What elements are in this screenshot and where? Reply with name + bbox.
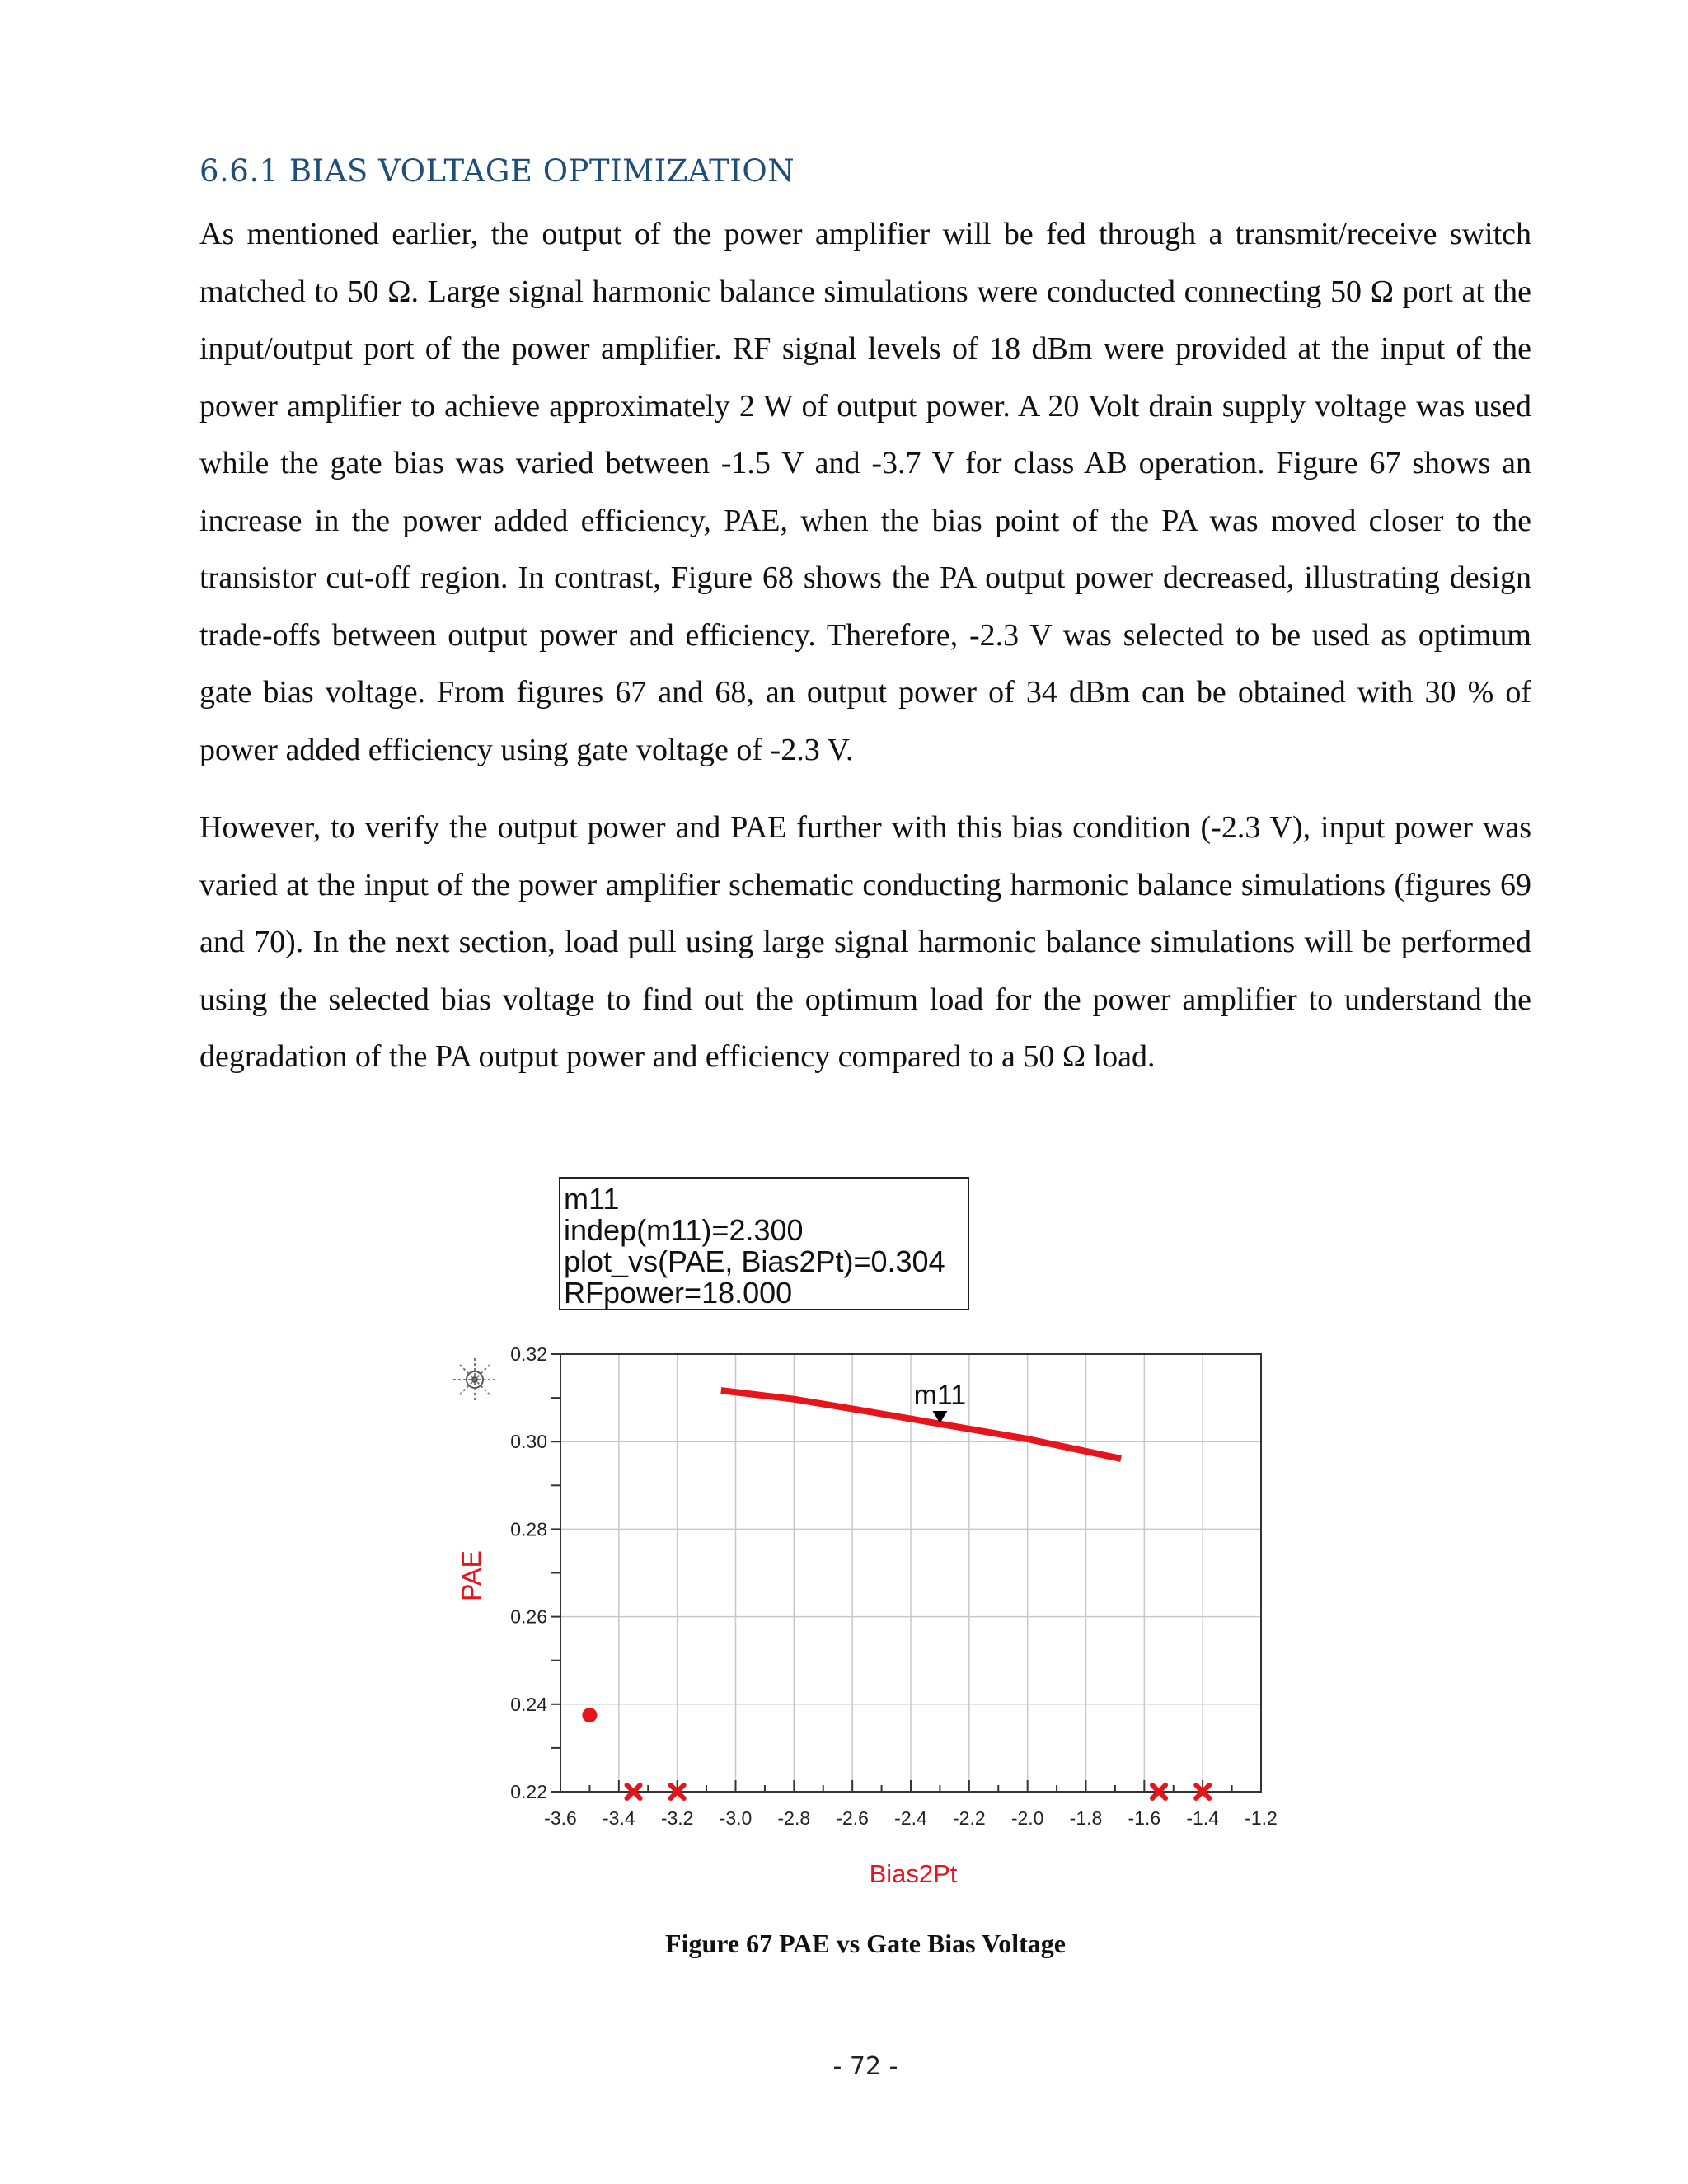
marker-rfpower: RFpower=18.000 (564, 1276, 793, 1310)
isolated-data-point (582, 1708, 597, 1722)
settings-icon (453, 1358, 496, 1401)
marker-readout-box (559, 1177, 969, 1310)
x-tick-label: -2.0 (1010, 1807, 1044, 1829)
x-tick-label: -3.2 (660, 1807, 694, 1829)
x-tick-label: -2.4 (894, 1807, 927, 1829)
marker-name: m11 (564, 1182, 620, 1216)
x-axis-label: Bias2Pt (869, 1859, 958, 1888)
marker-m11-label: m11 (913, 1379, 967, 1411)
x-tick-label: -2.2 (953, 1807, 986, 1829)
x-tick-label: -1.4 (1186, 1807, 1219, 1829)
x-tick-label: -3.4 (603, 1807, 635, 1829)
section-heading: 6.6.1 BIAS VOLTAGE OPTIMIZATION (199, 153, 795, 189)
y-axis-label: PAE (457, 1550, 486, 1601)
x-tick-label: -3.6 (544, 1807, 577, 1829)
paragraph-1: As mentioned earlier, the output of the power amplifier will be fed through a transmit/receive switch matched to 50 Ω. Large signal harmonic balance simulations were conducted connecting 50 Ω port at the input/output port of the power amplifier. RF signal levels of 18 dBm were provided at the input of the power amplifier to achieve approximately 2 W of output power. A 20 Volt drain supply voltage was used while the gate bias was varied between -1.5 V and -3.7 V for class AB operation. Figure 67 shows an increase in the power added efficiency, PAE, when the bias point of the PA was moved closer to the transistor cut-off region. In contrast, Figure 68 shows the PA output power decreased, illustrating design trade-offs between output power and efficiency. Therefore, -2.3 V was selected to be used as optimum gate bias voltage. From figures 67 and 68, an output power of 34 dBm can be obtained with 30 % of power added efficiency using gate voltage of -2.3 V. (199, 217, 1531, 767)
y-tick-label: 0.22 (510, 1781, 547, 1802)
y-tick-label: 0.24 (510, 1693, 547, 1715)
marker-value: plot_vs(PAE, Bias2Pt)=0.304 (564, 1244, 945, 1278)
x-tick-label: -2.6 (836, 1807, 869, 1829)
y-tick-label: 0.28 (510, 1518, 547, 1540)
y-tick-label: 0.30 (510, 1431, 547, 1453)
x-tick-label: -1.6 (1128, 1807, 1161, 1829)
x-tick-label: -3.0 (719, 1807, 753, 1829)
y-tick-label: 0.26 (510, 1605, 547, 1628)
data-layer (582, 1380, 1209, 1798)
marker-indep: indep(m11)=2.300 (564, 1213, 804, 1247)
x-tick-label: -1.8 (1069, 1807, 1103, 1829)
x-tick-label: -2.8 (777, 1807, 811, 1829)
paragraph-2: However, to verify the output power and PAE further with this bias condition (-2.3 V), input power was varied at the input of the power amplifier schematic conducting harmonic balance simulations (figures 69 and 70). In the next section, load pull using large signal harmonic balance simulations will be performed using the selected bias voltage to find out the optimum load for the power amplifier to understand the degradation of the PA output power and efficiency compared to a 50 Ω load. (199, 810, 1531, 1074)
figure-caption: Figure 67 PAE vs Gate Bias Voltage (665, 1929, 1066, 1958)
page-number: - 72 - (832, 2052, 898, 2081)
x-tick-label: -1.2 (1245, 1807, 1278, 1829)
y-tick-label: 0.32 (510, 1343, 547, 1365)
